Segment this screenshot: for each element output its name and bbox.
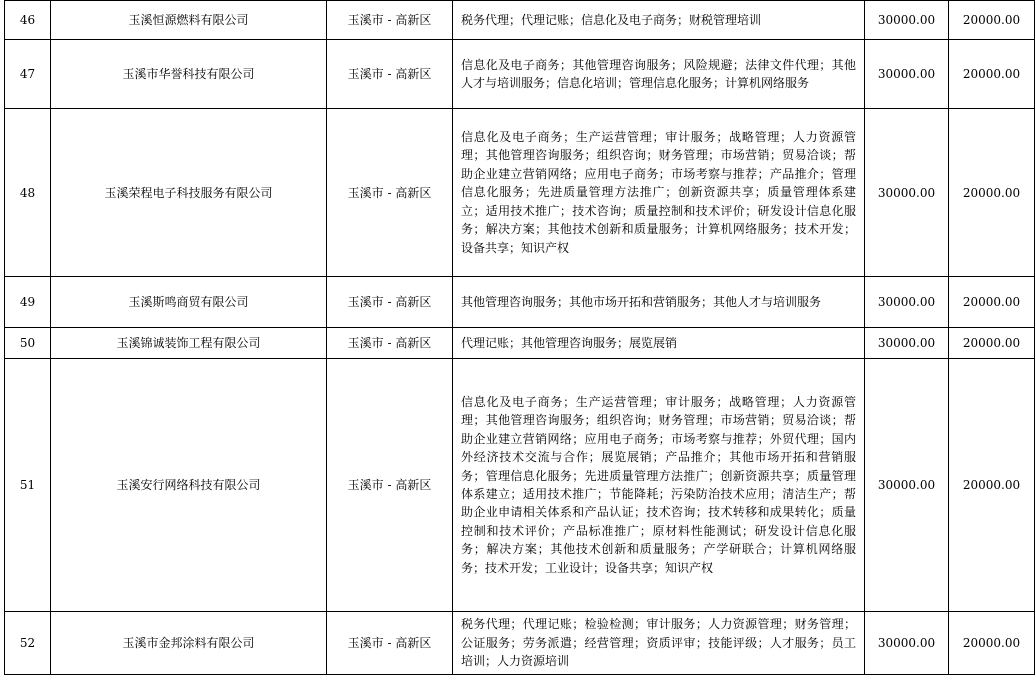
region: 玉溪市 - 高新区 xyxy=(327,109,453,277)
row-number: 47 xyxy=(5,40,51,109)
amount-2: 20000.00 xyxy=(949,277,1035,328)
amount-2: 20000.00 xyxy=(949,328,1035,359)
region: 玉溪市 - 高新区 xyxy=(327,328,453,359)
amount-2: 20000.00 xyxy=(949,1,1035,40)
table-row xyxy=(5,40,1035,109)
amount-2: 20000.00 xyxy=(949,612,1035,675)
table-row xyxy=(5,1,1035,40)
service-scope: 信息化及电子商务；生产运营管理；审计服务；战略管理；人力资源管理；其他管理咨询服务；组织咨询；财务管理；市场营销；贸易洽谈；帮助企业建立营销网络；应用电子商务；市场考察与推荐；产品推介；管理信息化服务；先进质量管理方法推广；创新资源共享；质量管理体系建立；适用技术推广；技术咨询；质量控制和技术评价；研发设计信息化服务；解决方案；其他技术创新和质量服务；计算机网络服务；技术开发；设备共享；知识产权 xyxy=(453,109,865,277)
row-number: 49 xyxy=(5,277,51,328)
service-scope: 税务代理；代理记账；检验检测；审计服务；人力资源管理；财务管理；公证服务；劳务派遣；经营管理；资质评审；技能评级；人才服务；员工培训；人力资源培训 xyxy=(453,612,865,675)
amount-1: 30000.00 xyxy=(865,109,949,277)
amount-1: 30000.00 xyxy=(865,359,949,612)
company-name: 玉溪恒源燃料有限公司 xyxy=(51,1,327,40)
amount-1: 30000.00 xyxy=(865,277,949,328)
service-scope: 税务代理；代理记账；信息化及电子商务；财税管理培训 xyxy=(453,1,865,40)
amount-1: 30000.00 xyxy=(865,1,949,40)
company-name: 玉溪安行网络科技有限公司 xyxy=(51,359,327,612)
region: 玉溪市 - 高新区 xyxy=(327,1,453,40)
enterprise-table xyxy=(4,0,1035,675)
company-name: 玉溪市金邦涂料有限公司 xyxy=(51,612,327,675)
service-scope: 代理记账；其他管理咨询服务；展览展销 xyxy=(453,328,865,359)
service-scope: 其他管理咨询服务；其他市场开拓和营销服务；其他人才与培训服务 xyxy=(453,277,865,328)
amount-1: 30000.00 xyxy=(865,328,949,359)
amount-2: 20000.00 xyxy=(949,109,1035,277)
amount-2: 20000.00 xyxy=(949,359,1035,612)
amount-1: 30000.00 xyxy=(865,40,949,109)
region: 玉溪市 - 高新区 xyxy=(327,277,453,328)
table-row xyxy=(5,612,1035,675)
company-name: 玉溪市华誉科技有限公司 xyxy=(51,40,327,109)
table-row xyxy=(5,109,1035,277)
row-number: 48 xyxy=(5,109,51,277)
amount-1: 30000.00 xyxy=(865,612,949,675)
row-number: 46 xyxy=(5,1,51,40)
table-row xyxy=(5,359,1035,612)
company-name: 玉溪锦诚装饰工程有限公司 xyxy=(51,328,327,359)
row-number: 50 xyxy=(5,328,51,359)
company-name: 玉溪荣程电子科技服务有限公司 xyxy=(51,109,327,277)
table-row xyxy=(5,328,1035,359)
region: 玉溪市 - 高新区 xyxy=(327,40,453,109)
company-name: 玉溪斯鸣商贸有限公司 xyxy=(51,277,327,328)
service-scope: 信息化及电子商务；其他管理咨询服务；风险规避；法律文件代理；其他人才与培训服务；信息化培训；管理信息化服务；计算机网络服务 xyxy=(453,40,865,109)
service-scope: 信息化及电子商务；生产运营管理；审计服务；战略管理；人力资源管理；其他管理咨询服务；组织咨询；财务管理；市场营销；贸易洽谈；帮助企业建立营销网络；应用电子商务；市场考察与推荐；外贸代理；国内外经济技术交流与合作；展览展销；产品推介；其他市场开拓和营销服务；管理信息化服务；先进质量管理方法推广；创新资源共享；质量管理体系建立；适用技术推广；节能降耗；污染防治技术应用；清洁生产；帮助企业申请相关体系和产品认证；技术咨询；技术转移和成果转化；质量控制和技术评价；产品标准推广；原材料性能测试；研发设计信息化服务；解决方案；其他技术创新和质量服务；产学研联合；计算机网络服务；技术开发；工业设计；设备共享；知识产权 xyxy=(453,359,865,612)
region: 玉溪市 - 高新区 xyxy=(327,359,453,612)
region: 玉溪市 - 高新区 xyxy=(327,612,453,675)
row-number: 52 xyxy=(5,612,51,675)
row-number: 51 xyxy=(5,359,51,612)
amount-2: 20000.00 xyxy=(949,40,1035,109)
table-row xyxy=(5,277,1035,328)
